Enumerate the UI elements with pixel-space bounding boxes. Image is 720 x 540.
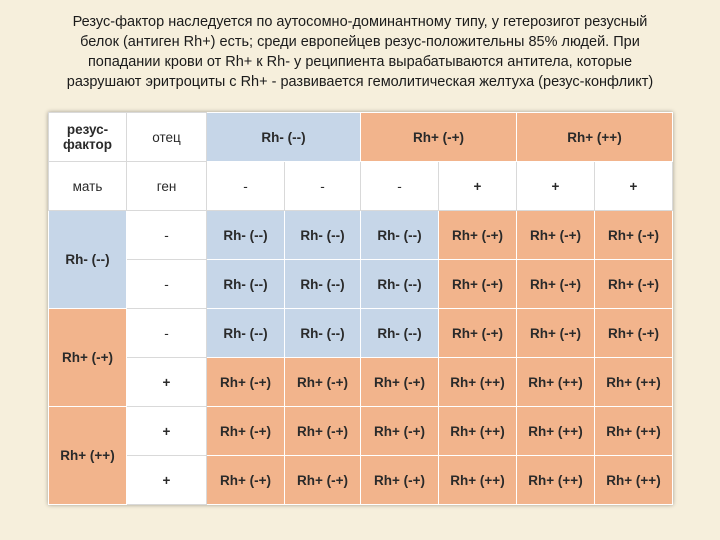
genotype-cell: Rh+ (++) xyxy=(439,407,517,456)
corner-gene-label: ген xyxy=(127,162,207,211)
intro-line: разрушают эритроциты с Rh+ - развивается гемолитическая желтуха (резус-конфликт) xyxy=(66,74,654,90)
genotype-cell: Rh+ (-+) xyxy=(361,358,439,407)
table-row xyxy=(49,456,673,505)
table-row xyxy=(49,309,673,358)
genotype-cell: Rh+ (-+) xyxy=(439,260,517,309)
genotype-cell: Rh+ (-+) xyxy=(517,260,595,309)
genotype-cell: Rh- (--) xyxy=(361,260,439,309)
genotype-cell: Rh+ (-+) xyxy=(595,211,673,260)
genotype-cell: Rh+ (-+) xyxy=(439,309,517,358)
mother-type-header: Rh+ (++) xyxy=(49,407,127,505)
genotype-cell: Rh- (--) xyxy=(361,211,439,260)
corner-rhesus-label: резус-фактор xyxy=(49,113,127,162)
genotype-cell: Rh+ (-+) xyxy=(439,211,517,260)
genotype-cell: Rh+ (-+) xyxy=(595,260,673,309)
intro-line: попадании крови от Rh+ к Rh- у реципиента вырабатываются антитела, которые xyxy=(87,54,633,70)
genotype-cell: Rh+ (-+) xyxy=(285,407,361,456)
mother-type-header: Rh- (--) xyxy=(49,211,127,309)
genotype-cell: Rh+ (-+) xyxy=(207,407,285,456)
inheritance-table xyxy=(48,112,673,505)
genotype-cell: Rh- (--) xyxy=(207,211,285,260)
genotype-cell: Rh- (--) xyxy=(285,211,361,260)
mother-gene: + xyxy=(127,407,207,456)
father-gene: - xyxy=(285,162,361,211)
table-row xyxy=(49,358,673,407)
genotype-cell: Rh- (--) xyxy=(361,309,439,358)
genotype-cell: Rh- (--) xyxy=(285,309,361,358)
mother-gene: - xyxy=(127,260,207,309)
mother-gene: - xyxy=(127,309,207,358)
genotype-cell: Rh+ (-+) xyxy=(517,211,595,260)
genotype-cell: Rh- (--) xyxy=(207,260,285,309)
genotype-cell: Rh+ (++) xyxy=(439,358,517,407)
genotype-cell: Rh+ (++) xyxy=(595,407,673,456)
genotype-cell: Rh+ (-+) xyxy=(207,456,285,505)
header-row-gene xyxy=(49,162,673,211)
father-gene: - xyxy=(207,162,285,211)
header-row-father xyxy=(49,113,673,162)
corner-mother-label: мать xyxy=(49,162,127,211)
genotype-cell: Rh+ (++) xyxy=(517,456,595,505)
father-gene: + xyxy=(439,162,517,211)
father-type-header: Rh- (--) xyxy=(207,113,361,162)
genotype-cell: Rh+ (++) xyxy=(595,358,673,407)
genotype-cell: Rh+ (-+) xyxy=(361,456,439,505)
father-gene: - xyxy=(361,162,439,211)
genotype-cell: Rh+ (++) xyxy=(517,407,595,456)
mother-gene: - xyxy=(127,211,207,260)
mother-gene: + xyxy=(127,456,207,505)
genotype-cell: Rh+ (-+) xyxy=(361,407,439,456)
genotype-cell: Rh+ (-+) xyxy=(285,358,361,407)
table-row xyxy=(49,211,673,260)
genotype-cell: Rh+ (++) xyxy=(439,456,517,505)
genotype-cell: Rh+ (++) xyxy=(595,456,673,505)
intro-text xyxy=(12,12,708,92)
table-row xyxy=(49,407,673,456)
father-gene: + xyxy=(595,162,673,211)
genotype-cell: Rh+ (-+) xyxy=(207,358,285,407)
genotype-cell: Rh+ (++) xyxy=(517,358,595,407)
intro-line: Резус-фактор наследуется по аутосомно-доминантному типу, у гетерозигот резусный xyxy=(72,14,648,30)
genotype-cell: Rh+ (-+) xyxy=(285,456,361,505)
mother-gene: + xyxy=(127,358,207,407)
intro-line: белок (антиген Rh+) есть; среди европейцев резус-положительны 85% людей. При xyxy=(80,34,640,50)
father-type-header: Rh+ (-+) xyxy=(361,113,517,162)
father-type-header: Rh+ (++) xyxy=(517,113,673,162)
genotype-cell: Rh+ (-+) xyxy=(517,309,595,358)
genotype-cell: Rh- (--) xyxy=(207,309,285,358)
father-gene: + xyxy=(517,162,595,211)
table-row xyxy=(49,260,673,309)
genotype-cell: Rh- (--) xyxy=(285,260,361,309)
corner-father-label: отец xyxy=(127,113,207,162)
mother-type-header: Rh+ (-+) xyxy=(49,309,127,407)
genotype-cell: Rh+ (-+) xyxy=(595,309,673,358)
